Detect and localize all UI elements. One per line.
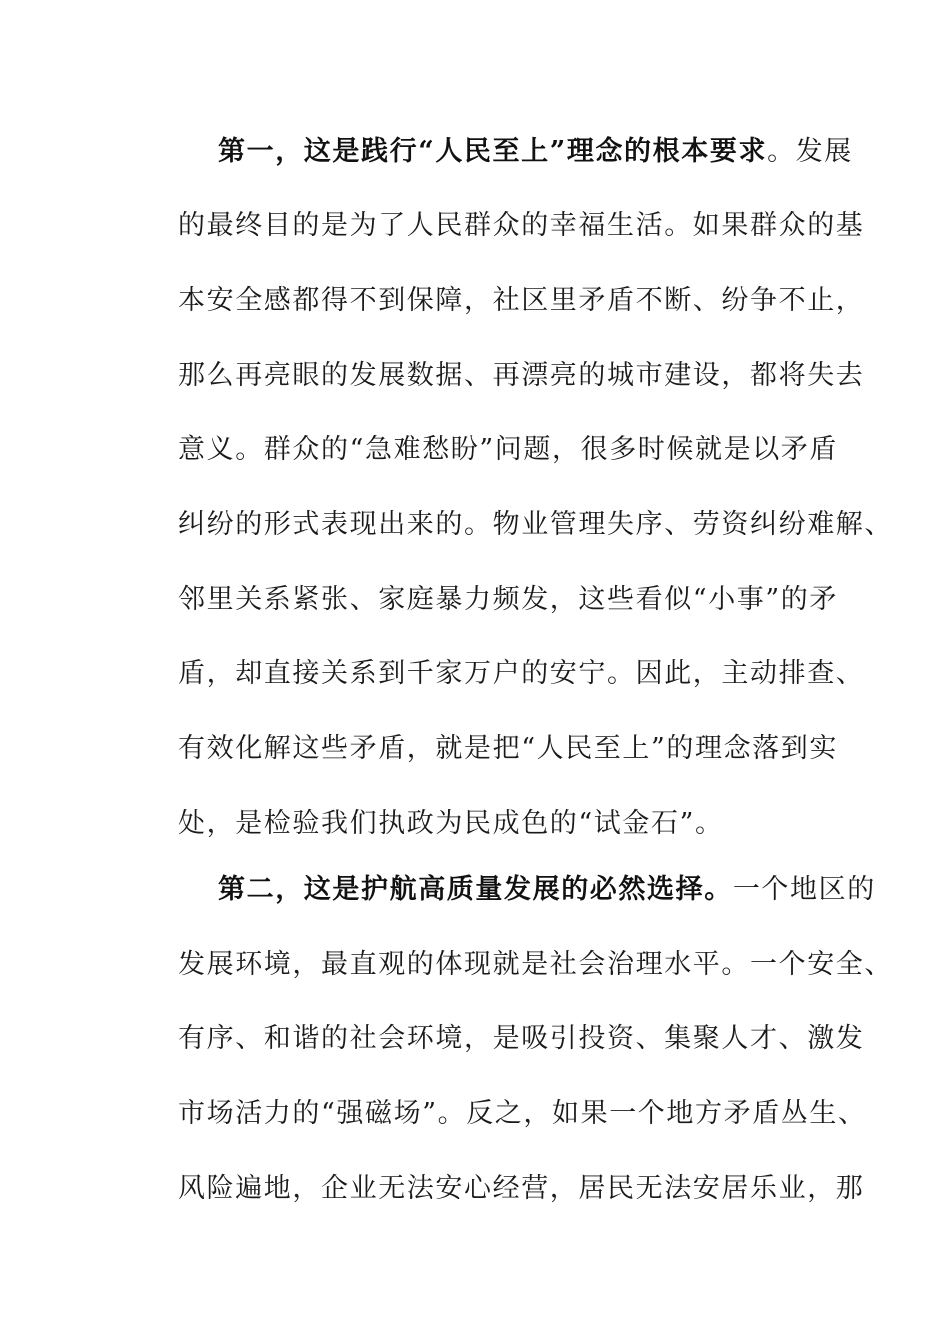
paragraph-2-line-3: 有序、和谐的社会环境，是吸引投资、集聚人才、激发 (178, 1023, 865, 1054)
paragraph-2-line-4: 市场活力的“强磁场”。反之，如果一个地方矛盾丛生、 (178, 1098, 867, 1129)
paragraph-1-line-10: 处，是检验我们执政为民成色的“试金石”。 (178, 808, 724, 839)
paragraph-1-lead: 第一，这是践行“人民至上”理念的根本要求 (218, 136, 768, 167)
paragraph-2-lead: 第二，这是护航高质量发展的必然选择。 (218, 874, 733, 905)
paragraph-2-text: 一个地区的 (732, 874, 876, 905)
paragraph-1-line-4: 那么再亮眼的发展数据、再漂亮的城市建设，都将失去 (178, 360, 865, 391)
paragraph-1-line-6: 纠纷的形式表现出来的。物业管理失序、劳资纠纷难解、 (178, 509, 893, 540)
paragraph-1-text: 。发展 (767, 136, 853, 167)
paragraph-2-line-1 (218, 873, 876, 907)
paragraph-1-line-9: 有效化解这些矛盾，就是把“人民至上”的理念落到实 (178, 733, 839, 764)
paragraph-2-line-2: 发展环境，最直观的体现就是社会治理水平。一个安全、 (178, 949, 893, 980)
paragraph-1-line-1 (218, 135, 853, 169)
paragraph-2-line-5: 风险遍地，企业无法安心经营，居民无法安居乐业，那 (178, 1173, 865, 1204)
paragraph-1-line-5: 意义。群众的“急难愁盼”问题，很多时候就是以矛盾 (178, 434, 839, 465)
paragraph-1-line-8: 盾，却直接关系到千家万户的安宁。因此，主动排查、 (178, 658, 865, 689)
paragraph-1-line-7: 邻里关系紧张、家庭暴力频发，这些看似“小事”的矛 (178, 584, 839, 615)
paragraph-1-line-3: 本安全感都得不到保障，社区里矛盾不断、纷争不止， (178, 285, 865, 316)
paragraph-1-line-2: 的最终目的是为了人民群众的幸福生活。如果群众的基 (178, 210, 865, 241)
